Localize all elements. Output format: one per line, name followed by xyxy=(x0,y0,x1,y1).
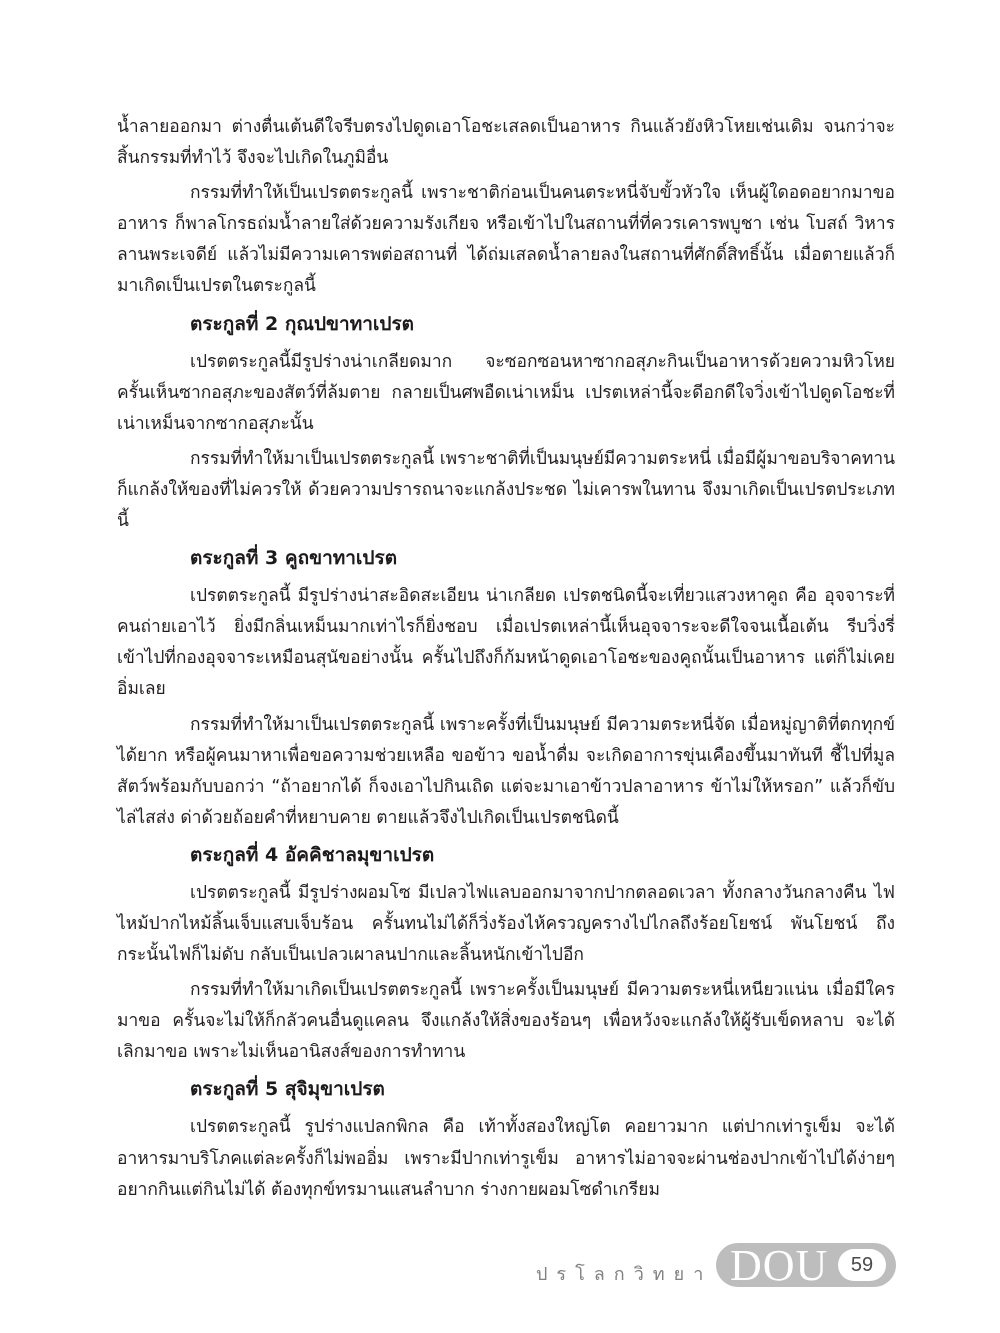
dou-logo-text: DOU xyxy=(730,1241,829,1290)
footer-book-title: ปรโลกวิทยา xyxy=(536,1264,713,1285)
section-heading-3: ตระกูลที่ 3 คูถขาทาเปรต xyxy=(190,547,398,570)
paragraph-karma-2: กรรมที่ทำให้มาเป็นเปรตตระกูลนี้ เพราะชาติที่เป็นมนุษย์มีความตระหนี่ เมื่อมีผู้มาขอบริจาคทาน ก็แกล้งให้ของที่ไม่ควรให้ ด้วยความปรารถนาจะแกล้งประชด ไม่เคารพในทาน จึงมาเกิดเป็นเปรตประเภทนี้ xyxy=(117,448,895,532)
paragraph-desc-2: เปรตตระกูลนี้มีรูปร่างน่าเกลียดมาก จะซอกซอนหาซากอสุภะกินเป็นอาหารด้วยความหิวโหย ครั้นเห็นซากอสุภะของสัตว์ที่ล้มตาย กลายเป็นศพอืดเน่าเหม็น เปรตเหล่านี้จะดีอกดีใจวิ่งเข้าไปดูดโอชะที่เน่าเหม็นจากซากอสุภะนั้น xyxy=(117,351,895,434)
paragraph-karma-1: กรรมที่ทำให้เป็นเปรตตระกูลนี้ เพราะชาติก่อนเป็นคนตระหนี่จับขั้วหัวใจ เห็นผู้ใดอดอยากมาขออาหาร ก็พาลโกรธถ่มน้ำลายใส่ด้วยความรังเกียจ หรือเข้าไปในสถานที่ที่ควรเคารพบูชา เช่น โบสถ์ วิหาร ลานพระเจดีย์ แล้วไม่มีความเคารพต่อสถานที่ ได้ถ่มเสลดน้ำลายลงในสถานที่ศักดิ์สิทธิ์นั้น เมื่อตายแล้วก็มาเกิดเป็นเปรตในตระกูลนี้ xyxy=(117,183,895,297)
paragraph-desc-3: เปรตตระกูลนี้ มีรูปร่างน่าสะอิดสะเอียน น่าเกลียด เปรตชนิดนี้จะเที่ยวแสวงหาคูถ คือ อุจจาระที่คนถ่ายเอาไว้ ยิ่งมีกลิ่นเหม็นมากเท่าไรก็ยิ่งชอบ เมื่อเปรตเหล่านี้เห็นอุจจาระจะดีใจจนเนื้อเต้น รีบวิ่งรี่เข้าไปที่กองอุจจาระเหมือนสุนัขอย่างนั้น ครั้นไปถึงก็ก้มหน้าดูดเอาโอชะของคูถนั้นเป็นอาหาร แต่ก็ไม่เคยอิ่มเลย xyxy=(117,586,895,700)
section-heading-5: ตระกูลที่ 5 สุจิมุขาเปรต xyxy=(190,1078,385,1101)
page-footer xyxy=(536,1241,896,1291)
section-heading-2: ตระกูลที่ 2 กุณปขาทาเปรต xyxy=(190,312,415,335)
paragraph-desc-5: เปรตตระกูลนี้ รูปร่างแปลกพิกล คือ เท้าทั้งสองใหญ่โต คอยาวมาก แต่ปากเท่ารูเข็ม จะได้อาหารมาบริโภคแต่ละครั้งก็ไม่พออิ่ม เพราะมีปากเท่ารูเข็ม อาหารไม่อาจจะผ่านช่องปากเข้าไปได้ง่ายๆ อยากกินแต่กินไม่ได้ ต้องทุกข์ทรมานแสนลำบาก ร่างกายผอมโซดำเกรียม xyxy=(117,1117,895,1200)
section-heading-4: ตระกูลที่ 4 อัคคิชาลมุขาเปรต xyxy=(190,843,435,866)
page-content xyxy=(117,112,895,1206)
page-number: 59 xyxy=(838,1249,886,1281)
dou-badge xyxy=(716,1241,896,1290)
paragraph-desc-4: เปรตตระกูลนี้ มีรูปร่างผอมโซ มีเปลวไฟแลบออกมาจากปากตลอดเวลา ทั้งกลางวันกลางคืน ไฟไหม้ปากไหม้ลิ้นเจ็บแสบเจ็บร้อน ครั้นทนไม่ได้ก็วิ่งร้องไห้ครวญครางไปไกลถึงร้อยโยชน์ พันโยชน์ ถึงกระนั้นไฟก็ไม่ดับ กลับเป็นเปลวเผาลนปากและลิ้นหนักเข้าไปอีก xyxy=(117,882,895,966)
paragraph-continuation: น้ำลายออกมา ต่างตื่นเต้นดีใจรีบตรงไปดูดเอาโอชะเสลดเป็นอาหาร กินแล้วยังหิวโหยเช่นเดิม จนกว่าจะสิ้นกรรมที่ทำไว้ จึงจะไปเกิดในภูมิอื่น xyxy=(117,117,895,169)
paragraph-karma-4: กรรมที่ทำให้มาเกิดเป็นเปรตตระกูลนี้ เพราะครั้งเป็นมนุษย์ มีความตระหนี่เหนียวแน่น เมื่อมีใครมาขอ ครั้นจะไม่ให้ก็กลัวคนอื่นดูแคลน จึงแกล้งให้สิ่งของร้อนๆ เพื่อหวังจะแกล้งให้ผู้รับเข็ดหลาบ จะได้เลิกมาขอ เพราะไม่เห็นอานิสงส์ของการทำทาน xyxy=(117,980,895,1063)
paragraph-karma-3: กรรมที่ทำให้มาเป็นเปรตตระกูลนี้ เพราะครั้งที่เป็นมนุษย์ มีความตระหนี่จัด เมื่อหมู่ญาติที่ตกทุกข์ได้ยาก หรือผู้คนมาหาเพื่อขอความช่วยเหลือ ขอข้าว ขอน้ำดื่ม จะเกิดอาการขุ่นเคืองขึ้นมาทันที ชี้ไปที่มูลสัตว์พร้อมกับบอกว่า “ถ้าอยากได้ ก็จงเอาไปกินเถิด แต่จะมาเอาข้าวปลาอาหาร ข้าไม่ให้หรอก” แล้วก็ขับไล่ไสส่ง ด่าด้วยถ้อยคำที่หยาบคาย ตายแล้วจึงไปเกิดเป็นเปรตชนิดนี้ xyxy=(117,714,895,828)
